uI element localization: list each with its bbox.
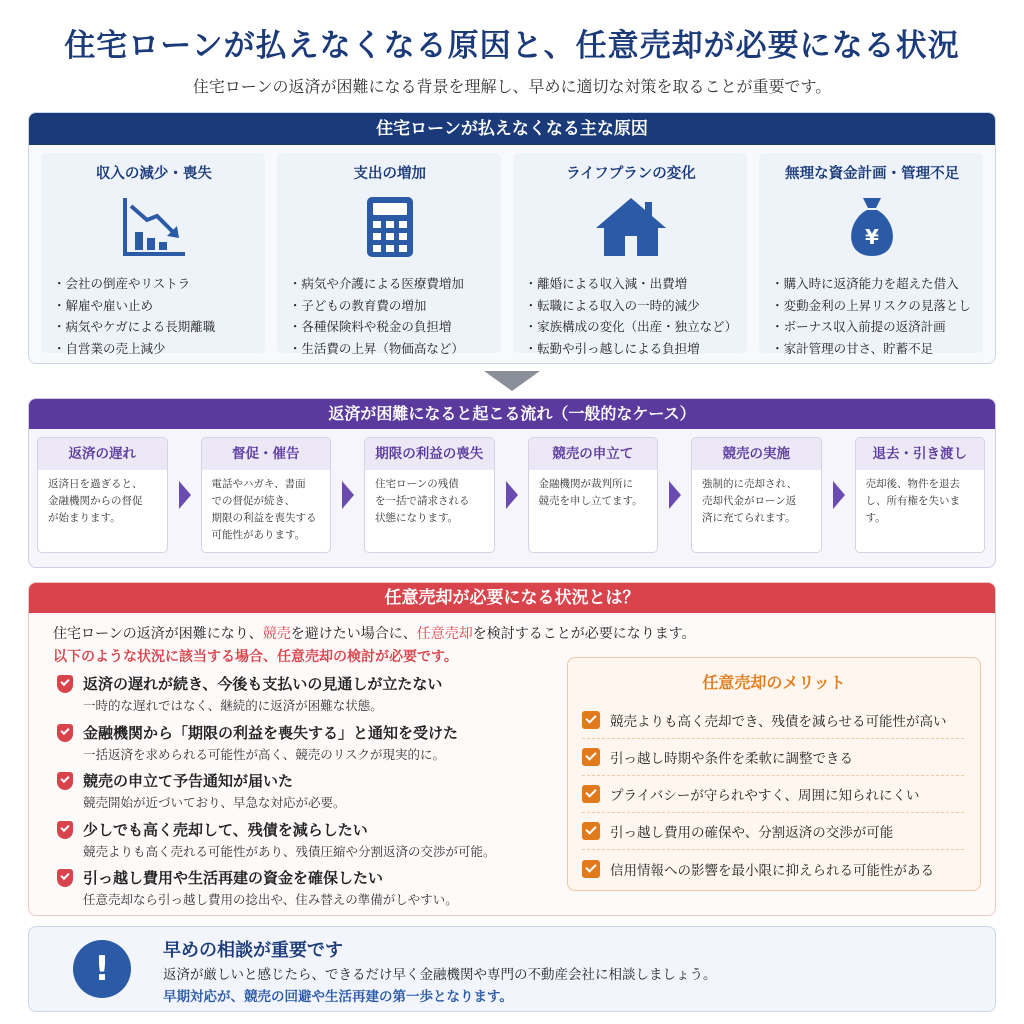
merit-text: 信用情報への影響を最小限に抑えられる可能性がある <box>610 862 934 879</box>
page-subtitle: 住宅ローンの返済が困難になる背景を理解し、早めに適切な対策を取ることが重要です。 <box>192 77 832 96</box>
flow-step-text: 売却後、物件を退去 し、所有権を失います。 <box>865 478 960 524</box>
list-item <box>582 776 964 813</box>
situation-title: 金融機関から「期限の利益を喪失する」と通知を受けた <box>83 723 459 742</box>
arrow-down-icon <box>484 371 540 391</box>
merits-title: 任意売却のメリット <box>702 673 846 692</box>
checkbox-icon <box>582 822 600 840</box>
list-item: ・生活費の上昇（物価高など） <box>288 340 464 356</box>
intro-highlight: 任意売却 <box>416 626 473 642</box>
merits-box <box>567 657 981 891</box>
list-item: ・子どもの教育費の増加 <box>288 297 427 313</box>
chart-down-icon <box>53 187 255 267</box>
arrow-right-icon <box>506 481 518 509</box>
situations-section <box>28 582 996 916</box>
list-item <box>57 673 557 722</box>
list-item: ・解雇や雇い止め <box>53 297 154 313</box>
situation-desc: 任意売却なら引っ越し費用の捻出や、住み替えの準備がしやすい。 <box>83 892 458 907</box>
shield-check-icon <box>57 772 73 790</box>
merit-text: 引っ越し時期や条件を柔軟に調整できる <box>610 751 853 767</box>
situation-desc: 競売開始が近づいており、早急な対応が必要。 <box>83 795 346 810</box>
situation-title: 少しでも高く売却して、残債を減らしたい <box>83 820 368 839</box>
situations-heading: 任意売却が必要になる状況とは？ <box>29 583 995 613</box>
situation-desc: 競売よりも高く売れる可能性があり、残債圧縮や分割返済の交渉が可能。 <box>83 843 496 859</box>
cause-title: 支出の増加 <box>353 166 426 182</box>
flow-step <box>201 437 332 553</box>
merit-text: 引っ越し費用の確保や、分割返済の交渉が可能 <box>610 825 894 841</box>
flow-heading: 返済が困難になると起こる流れ（一般的なケース） <box>29 399 995 429</box>
intro-text: を避けたい場合に、 <box>290 626 417 642</box>
consult-emphasis: 早期対応が、競売の回避や生活再建の第一歩となります。 <box>163 989 513 1005</box>
flow-step <box>855 437 986 553</box>
list-item: ・変動金利の上昇リスクの見落とし <box>771 297 971 313</box>
flow-step-text: 電話やハガキ、書面 での督促が続き、 期限の利益を喪失する 可能性があります。 <box>211 478 317 541</box>
checkbox-icon <box>582 860 600 878</box>
flow-step-text: 強制的に売却され、 売却代金がローン返 済に充てられます。 <box>702 478 798 524</box>
cause-card-income <box>41 153 265 356</box>
list-item: ・ボーナス収入前提の返済計画 <box>771 319 946 334</box>
flow-step <box>364 437 495 553</box>
flow-step <box>691 437 822 553</box>
arrow-right-icon <box>669 481 681 509</box>
cause-title: ライフプランの変化 <box>566 166 696 182</box>
list-item: ・転職による収入の一時的減少 <box>524 297 700 313</box>
list-item <box>582 813 964 850</box>
list-item <box>57 867 557 916</box>
list-item: ・各種保険料や税金の負担増 <box>288 319 452 334</box>
cause-card-expense <box>277 153 501 356</box>
checkbox-icon <box>582 785 600 803</box>
list-item: ・会社の倒産やリストラ <box>53 276 191 291</box>
situation-desc: 一時的な遅れではなく、継続的に返済が困難な状態。 <box>83 698 383 713</box>
intro-text: を検討することが必要になります。 <box>472 626 696 642</box>
situations-intro <box>53 623 696 643</box>
flow-step-text: 金融機関が裁判所に 競売を申し立てます。 <box>538 478 643 507</box>
consult-text: 返済が厳しいと感じたら、できるだけ早く金融機関や専門の不動産会社に相談しましょう。 <box>163 967 717 983</box>
house-icon <box>525 187 738 267</box>
shield-check-icon <box>57 724 73 742</box>
flow-step-title: 期限の利益の喪失 <box>365 438 494 470</box>
list-item <box>582 702 964 739</box>
situation-title: 返済の遅れが続き、今後も支払いの見通しが立たない <box>83 675 443 693</box>
list-item <box>57 770 557 819</box>
checkbox-icon <box>582 748 600 766</box>
consult-section <box>28 926 996 1012</box>
merit-text: 競売よりも高く売却でき、残債を減らせる可能性が高い <box>610 714 947 730</box>
list-item: ・家計管理の甘さ、貯蓄不足 <box>771 340 934 356</box>
flow-step-title: 退去・引き渡し <box>856 438 985 470</box>
arrow-right-icon <box>179 481 191 509</box>
situation-title: 競売の申立て予告通知が届いた <box>83 772 294 790</box>
list-item: ・家族構成の変化（出産・独立など） <box>524 319 738 334</box>
flow-step-title: 競売の申立て <box>529 438 658 470</box>
situations-list <box>57 673 557 916</box>
merit-text: プライバシーが守られやすく、周囲に知られにくい <box>610 788 920 804</box>
list-item: ・離婚による収入減・出費増 <box>524 276 688 291</box>
causes-heading: 住宅ローンが払えなくなる主な原因 <box>29 113 995 145</box>
flow-step-title: 督促・催告 <box>202 438 331 470</box>
intro-text: 住宅ローンの返済が困難になり、 <box>53 626 263 642</box>
svg-text:¥: ¥ <box>865 225 880 249</box>
list-item <box>582 850 964 887</box>
flow-section <box>28 398 996 568</box>
list-item <box>582 739 964 776</box>
situation-desc: 一括返済を求められる可能性が高く、競売のリスクが現実的に。 <box>83 746 446 762</box>
list-item <box>57 819 557 868</box>
arrow-right-icon <box>342 481 354 509</box>
checkbox-icon <box>582 711 600 729</box>
exclamation-icon: ! <box>73 940 131 998</box>
list-item: ・購入時に返済能力を超えた借入 <box>771 276 959 291</box>
flow-step-text: 返済日を過ぎると、 金融機関からの督促 が始まります。 <box>48 478 143 524</box>
list-item: ・病気や介護による医療費増加 <box>288 276 464 291</box>
shield-check-icon <box>57 675 73 693</box>
causes-section <box>28 112 996 364</box>
calculator-icon <box>289 187 491 267</box>
flow-step-text: 住宅ローンの残債 を一括で請求される 状態になります。 <box>375 478 470 524</box>
cause-card-lifeplan <box>513 153 748 356</box>
arrow-right-icon <box>833 481 845 509</box>
cause-title: 無理な資金計画・管理不足 <box>785 166 960 182</box>
cause-card-planning <box>759 153 983 356</box>
flow-step <box>37 437 168 553</box>
cause-title: 収入の減少・喪失 <box>95 166 212 182</box>
list-item: ・病気やケガによる長期離職 <box>53 319 216 334</box>
consult-title: 早めの相談が重要です <box>163 940 343 961</box>
situation-title: 引っ越し費用や生活再建の資金を確保したい <box>83 869 384 887</box>
money-bag-icon <box>771 187 973 267</box>
flow-step-title: 競売の実施 <box>692 438 821 470</box>
flow-step-title: 返済の遅れ <box>38 438 167 470</box>
list-item <box>57 722 557 771</box>
flow-step <box>528 437 659 553</box>
shield-check-icon <box>57 869 73 887</box>
situations-intro-emphasis: 以下のような状況に該当する場合、任意売却の検討が必要です。 <box>53 649 458 665</box>
list-item: ・自営業の売上減少 <box>53 340 166 356</box>
list-item: ・転勤や引っ越しによる負担増 <box>524 340 700 356</box>
intro-highlight: 競売 <box>262 626 291 642</box>
shield-check-icon <box>57 821 73 839</box>
page-title: 住宅ローンが払えなくなる原因と、任意売却が必要になる状況 <box>64 28 960 64</box>
